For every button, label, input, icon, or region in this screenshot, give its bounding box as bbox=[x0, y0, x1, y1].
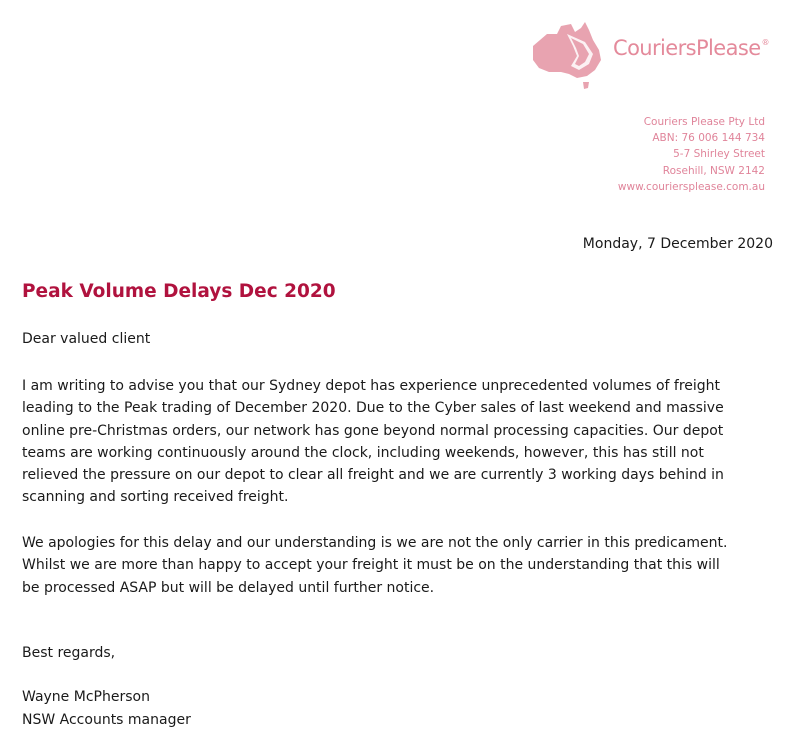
company-suburb: Rosehill, NSW 2142 bbox=[662, 164, 765, 177]
letter-subject: Peak Volume Delays Dec 2020 bbox=[22, 281, 336, 302]
paragraph-line: teams are working continuously around the clock, including weekends, however, this has still not bbox=[22, 444, 704, 461]
company-abn: ABN: 76 006 144 734 bbox=[652, 132, 765, 145]
registered-mark: ® bbox=[761, 38, 769, 47]
paragraph-line: relieved the pressure on our depot to clear all freight and we are currently 3 working days behind in bbox=[22, 467, 724, 484]
signature-title: NSW Accounts manager bbox=[22, 712, 191, 728]
signature-name: Wayne McPherson bbox=[22, 689, 150, 705]
company-name: Couriers Please Pty Ltd bbox=[643, 116, 765, 128]
body-paragraph-2 bbox=[22, 532, 782, 599]
closing: Best regards, bbox=[22, 645, 116, 661]
paragraph-line: I am writing to advise you that our Sydney depot has experience unprecedented volumes of freight bbox=[22, 378, 721, 394]
paragraph-line: Whilst we are more than happy to accept your freight it must be on the understanding that this will bbox=[22, 557, 720, 574]
paragraph-line: online pre-Christmas orders, our network has gone beyond normal processing capacities. Our depot bbox=[22, 422, 724, 439]
paragraph-line: leading to the Peak trading of December 2020. Due to the Cyber sales of last weekend and massive bbox=[22, 400, 724, 417]
paragraph-line: be processed ASAP but will be delayed until further notice. bbox=[22, 579, 435, 596]
australia-map-logo-icon bbox=[527, 20, 603, 92]
letter-date: Monday, 7 December 2020 bbox=[582, 236, 773, 252]
salutation: Dear valued client bbox=[22, 331, 151, 347]
company-website: www.couriersplease.com.au bbox=[617, 180, 765, 193]
company-address-block bbox=[618, 114, 765, 195]
paragraph-line: We apologies for this delay and our understanding is we are not the only carrier in this predicament. bbox=[22, 535, 728, 551]
brand-wordmark bbox=[613, 36, 769, 60]
paragraph-line: scanning and sorting received freight. bbox=[22, 489, 289, 506]
body-paragraph-1 bbox=[22, 375, 782, 509]
couriersplease-logo bbox=[527, 20, 777, 92]
brand-name: CouriersPlease bbox=[613, 36, 761, 60]
company-street: 5-7 Shirley Street bbox=[673, 148, 765, 161]
